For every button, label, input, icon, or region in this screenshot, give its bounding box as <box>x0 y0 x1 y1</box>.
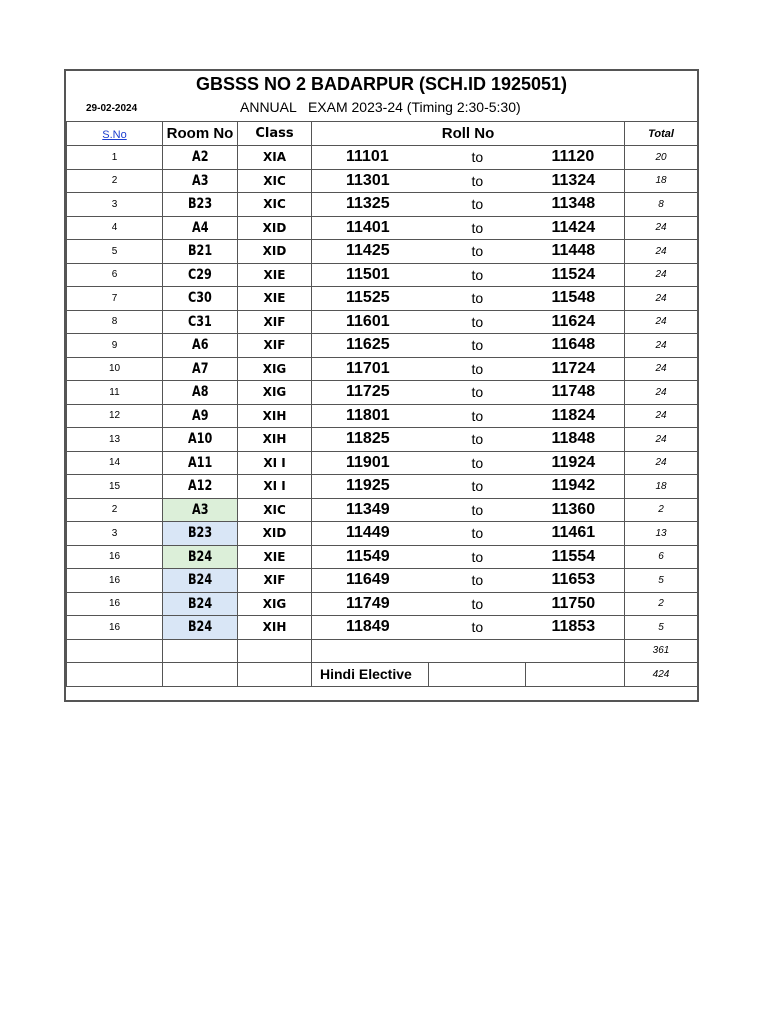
empty-cell <box>238 663 312 687</box>
room-cell <box>163 310 238 334</box>
hindi-elective-label: Hindi Elective <box>312 663 429 687</box>
class-cell: XI I <box>238 475 312 499</box>
roll-from-cell: 11401 <box>312 216 429 240</box>
exam-date: 29-02-2024 <box>86 103 138 114</box>
roll-from-cell: 11849 <box>312 616 429 640</box>
roll-till-cell: 11524 <box>526 263 625 287</box>
room-cell <box>163 475 238 499</box>
table-row <box>67 428 698 452</box>
room-cell <box>163 357 238 381</box>
class-cell: XIF <box>238 310 312 334</box>
grand-total: 424 <box>625 663 698 687</box>
roll-to-label: to <box>429 404 526 428</box>
roll-till-cell: 11942 <box>526 475 625 499</box>
table-row <box>67 263 698 287</box>
roll-to-label: to <box>429 334 526 358</box>
roll-to-label: to <box>429 428 526 452</box>
roll-from-cell: 11449 <box>312 522 429 546</box>
room-value: C29 <box>188 266 212 283</box>
room-value: C31 <box>188 313 212 330</box>
sno-cell: 10 <box>67 357 163 381</box>
roll-to-label: to <box>429 522 526 546</box>
roll-to-label: to <box>429 146 526 170</box>
class-cell: XIC <box>238 169 312 193</box>
room-value: B23 <box>187 525 213 542</box>
sno-cell: 8 <box>67 310 163 334</box>
sno-cell: 15 <box>67 475 163 499</box>
total-cell: 6 <box>625 545 698 569</box>
roll-till-cell: 11348 <box>526 193 625 217</box>
roll-till-cell: 11853 <box>526 616 625 640</box>
table-row <box>67 193 698 217</box>
roll-to-label: to <box>429 475 526 499</box>
exam-title: ANNUAL EXAM 2023-24 (Timing 2:30-5:30) <box>240 99 521 115</box>
sno-cell: 16 <box>67 616 163 640</box>
sno-cell: 16 <box>67 545 163 569</box>
roll-from-cell: 11825 <box>312 428 429 452</box>
roll-till-cell: 11648 <box>526 334 625 358</box>
roll-to-label: to <box>429 357 526 381</box>
empty-cell <box>238 639 312 663</box>
table-row <box>67 381 698 405</box>
room-value: A3 <box>191 172 209 189</box>
roll-to-label: to <box>429 381 526 405</box>
room-cell <box>163 146 238 170</box>
empty-cell <box>67 663 163 687</box>
sno-cell: 4 <box>67 216 163 240</box>
roll-from-cell: 11325 <box>312 193 429 217</box>
room-value: A2 <box>191 149 209 166</box>
class-cell: XIF <box>238 569 312 593</box>
class-cell: XIG <box>238 592 312 616</box>
room-cell <box>163 498 238 522</box>
roll-till-cell: 11448 <box>526 240 625 264</box>
room-cell <box>163 287 238 311</box>
roll-to-label: to <box>429 310 526 334</box>
roll-from-cell: 11625 <box>312 334 429 358</box>
roll-to-label: to <box>429 545 526 569</box>
roll-from-cell: 11601 <box>312 310 429 334</box>
sno-cell: 7 <box>67 287 163 311</box>
hindi-row <box>67 663 698 687</box>
sno-cell: 3 <box>67 193 163 217</box>
room-cell <box>163 569 238 593</box>
room-cell <box>163 193 238 217</box>
table-row <box>67 592 698 616</box>
class-cell: XIA <box>238 146 312 170</box>
sno-cell: 3 <box>67 522 163 546</box>
room-cell <box>163 334 238 358</box>
roll-from-cell: 11901 <box>312 451 429 475</box>
roll-from-cell: 11349 <box>312 498 429 522</box>
room-cell <box>163 240 238 264</box>
room-value: A6 <box>191 337 209 354</box>
room-value: A7 <box>191 360 209 377</box>
sub-header <box>66 97 697 121</box>
header-row <box>67 122 698 146</box>
empty-cell <box>163 663 238 687</box>
room-value: B24 <box>187 619 213 636</box>
sno-cell: 16 <box>67 592 163 616</box>
table-row <box>67 310 698 334</box>
roll-till-cell: 11554 <box>526 545 625 569</box>
table-row <box>67 169 698 193</box>
room-cell <box>163 451 238 475</box>
roll-to-label: to <box>429 216 526 240</box>
sno-cell: 14 <box>67 451 163 475</box>
class-cell: XID <box>238 216 312 240</box>
room-value: B23 <box>187 196 213 213</box>
total-cell: 24 <box>625 404 698 428</box>
roll-from-cell: 11701 <box>312 357 429 381</box>
roll-to-label: to <box>429 287 526 311</box>
roll-till-cell: 11750 <box>526 592 625 616</box>
class-cell: XI I <box>238 451 312 475</box>
total-cell: 24 <box>625 357 698 381</box>
class-header: Class <box>238 122 312 146</box>
table-row <box>67 404 698 428</box>
school-title: GBSSS NO 2 BADARPUR (SCH.ID 1925051) <box>195 74 568 94</box>
sno-cell: 16 <box>67 569 163 593</box>
roll-till-cell: 11824 <box>526 404 625 428</box>
class-cell: XIH <box>238 404 312 428</box>
room-value: B21 <box>187 243 213 260</box>
table-row <box>67 522 698 546</box>
room-value: A9 <box>191 407 209 424</box>
roll-header: Roll No <box>312 122 625 146</box>
class-cell: XIH <box>238 616 312 640</box>
roll-from-cell: 11725 <box>312 381 429 405</box>
room-value: B24 <box>187 548 213 565</box>
roll-from-cell: 11501 <box>312 263 429 287</box>
roll-to-label: to <box>429 592 526 616</box>
roll-from-cell: 11301 <box>312 169 429 193</box>
roll-till-cell: 11360 <box>526 498 625 522</box>
seating-table <box>66 121 698 687</box>
roll-till-cell: 11120 <box>526 146 625 170</box>
class-cell: XIC <box>238 193 312 217</box>
total-cell: 24 <box>625 334 698 358</box>
roll-from-cell: 11101 <box>312 146 429 170</box>
room-value: B24 <box>187 595 213 612</box>
table-row <box>67 616 698 640</box>
total-cell: 24 <box>625 287 698 311</box>
room-cell <box>163 522 238 546</box>
roll-till-cell: 11624 <box>526 310 625 334</box>
total-cell: 24 <box>625 310 698 334</box>
total-cell: 24 <box>625 240 698 264</box>
total-cell: 24 <box>625 216 698 240</box>
sno-cell: 5 <box>67 240 163 264</box>
room-cell <box>163 404 238 428</box>
table-row <box>67 240 698 264</box>
roll-from-cell: 11649 <box>312 569 429 593</box>
class-cell: XIE <box>238 263 312 287</box>
room-value: A11 <box>187 454 213 471</box>
room-cell <box>163 428 238 452</box>
room-cell <box>163 263 238 287</box>
sno-cell: 2 <box>67 498 163 522</box>
sno-cell: 11 <box>67 381 163 405</box>
roll-till-cell: 11653 <box>526 569 625 593</box>
roll-from-cell: 11925 <box>312 475 429 499</box>
sno-cell: 6 <box>67 263 163 287</box>
roll-till-cell: 11324 <box>526 169 625 193</box>
class-cell: XIC <box>238 498 312 522</box>
class-cell: XIH <box>238 428 312 452</box>
total-cell: 24 <box>625 381 698 405</box>
total-cell: 2 <box>625 592 698 616</box>
roll-till-cell: 11424 <box>526 216 625 240</box>
roll-till-cell: 11924 <box>526 451 625 475</box>
sno-cell: 2 <box>67 169 163 193</box>
table-row <box>67 475 698 499</box>
table-row <box>67 287 698 311</box>
empty-cell <box>526 663 625 687</box>
total-cell: 18 <box>625 475 698 499</box>
room-value: C30 <box>188 290 212 307</box>
total-header: Total <box>625 122 698 146</box>
total-cell: 5 <box>625 569 698 593</box>
roll-till-cell: 11548 <box>526 287 625 311</box>
roll-to-label: to <box>429 193 526 217</box>
sno-cell: 12 <box>67 404 163 428</box>
roll-to-label: to <box>429 498 526 522</box>
table-row <box>67 146 698 170</box>
empty-cell <box>312 639 625 663</box>
total-cell: 8 <box>625 193 698 217</box>
class-cell: XIE <box>238 545 312 569</box>
table-row <box>67 498 698 522</box>
class-cell: XID <box>238 522 312 546</box>
roll-from-cell: 11549 <box>312 545 429 569</box>
room-cell <box>163 592 238 616</box>
room-cell <box>163 216 238 240</box>
total-cell: 20 <box>625 146 698 170</box>
sum-row <box>67 639 698 663</box>
roll-till-cell: 11848 <box>526 428 625 452</box>
class-cell: XIE <box>238 287 312 311</box>
room-value: A8 <box>191 384 209 401</box>
sno-cell: 9 <box>67 334 163 358</box>
seating-plan-sheet <box>64 69 699 702</box>
empty-cell <box>163 639 238 663</box>
room-value: A3 <box>191 501 209 518</box>
total-cell: 2 <box>625 498 698 522</box>
empty-cell <box>429 663 526 687</box>
room-header: Room No <box>163 122 238 146</box>
roll-to-label: to <box>429 169 526 193</box>
roll-to-label: to <box>429 569 526 593</box>
sno-cell: 1 <box>67 146 163 170</box>
table-row <box>67 545 698 569</box>
sno-cell: 13 <box>67 428 163 452</box>
roll-from-cell: 11525 <box>312 287 429 311</box>
roll-till-cell: 11724 <box>526 357 625 381</box>
roll-till-cell: 11461 <box>526 522 625 546</box>
table-row <box>67 334 698 358</box>
total-cell: 24 <box>625 428 698 452</box>
roll-to-label: to <box>429 240 526 264</box>
empty-cell <box>67 639 163 663</box>
table-row <box>67 569 698 593</box>
table-row <box>67 216 698 240</box>
roll-from-cell: 11425 <box>312 240 429 264</box>
class-cell: XIG <box>238 357 312 381</box>
room-value: B24 <box>187 572 213 589</box>
roll-to-label: to <box>429 616 526 640</box>
total-cell: 18 <box>625 169 698 193</box>
roll-from-cell: 11749 <box>312 592 429 616</box>
roll-to-label: to <box>429 263 526 287</box>
class-cell: XIF <box>238 334 312 358</box>
room-value: A10 <box>187 431 213 448</box>
total-cell: 13 <box>625 522 698 546</box>
room-value: A4 <box>191 219 209 236</box>
class-cell: XID <box>238 240 312 264</box>
total-cell: 24 <box>625 451 698 475</box>
room-value: A12 <box>187 478 213 495</box>
sno-header[interactable]: S.No <box>67 122 163 146</box>
table-row <box>67 357 698 381</box>
table-row <box>67 451 698 475</box>
room-cell <box>163 381 238 405</box>
room-cell <box>163 545 238 569</box>
total-cell: 24 <box>625 263 698 287</box>
roll-from-cell: 11801 <box>312 404 429 428</box>
sum-total: 361 <box>625 639 698 663</box>
class-cell: XIG <box>238 381 312 405</box>
room-cell <box>163 616 238 640</box>
room-cell <box>163 169 238 193</box>
roll-to-label: to <box>429 451 526 475</box>
total-cell: 5 <box>625 616 698 640</box>
roll-till-cell: 11748 <box>526 381 625 405</box>
